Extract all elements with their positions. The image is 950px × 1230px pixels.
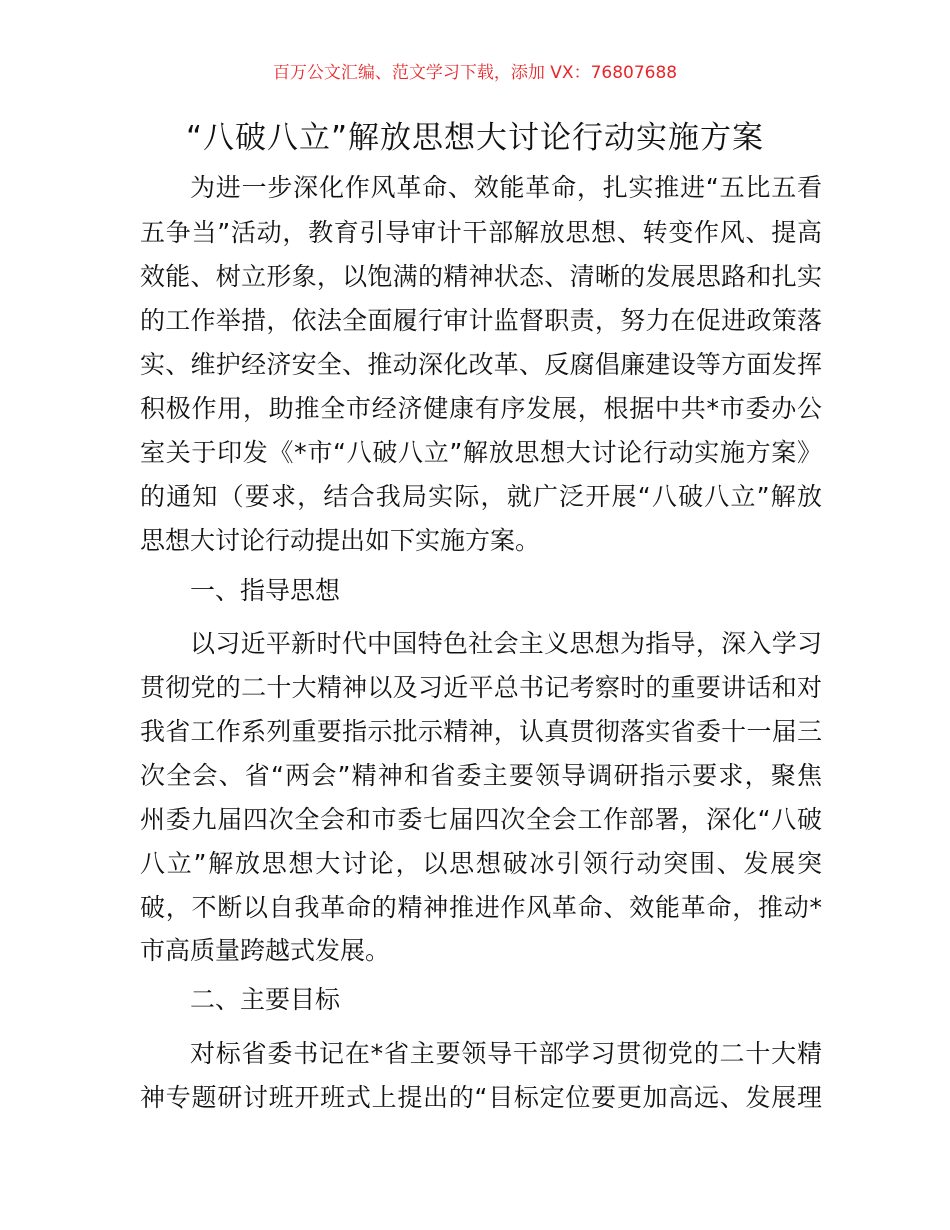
text-line: 五争当”活动，教育引导审计干部解放思想、转变作风、提高 bbox=[140, 218, 822, 247]
text-line: 八立”解放思想大讨论，以思想破冰引领行动突围、发展突 bbox=[140, 849, 822, 878]
text-line: 州委九届四次全会和市委七届四次全会工作部署，深化“八破 bbox=[140, 805, 822, 834]
text-line: 为进一步深化作风革命、效能革命，扎实推进“五比五看 bbox=[190, 173, 822, 202]
text-line: 我省工作系列重要指示批示精神，认真贯彻落实省委十一届三 bbox=[140, 717, 822, 746]
section-heading-2: 二、主要目标 bbox=[190, 985, 341, 1014]
watermark-banner: 百万公文汇编、范文学习下载，添加 VX：76807688 bbox=[272, 63, 678, 83]
text-line: 积极作用，助推全市经济健康有序发展，根据中共*市委办公 bbox=[140, 394, 822, 423]
text-line: 的通知（要求，结合我局实际，就广泛开展“八破八立”解放 bbox=[140, 482, 822, 511]
text-line: 思想大讨论行动提出如下实施方案。 bbox=[140, 526, 541, 555]
text-line: 的工作举措，依法全面履行审计监督职责，努力在促进政策落 bbox=[140, 306, 822, 335]
text-line: 以习近平新时代中国特色社会主义思想为指导，深入学习 bbox=[190, 629, 822, 658]
text-line: 实、维护经济安全、推动深化改革、反腐倡廉建设等方面发挥 bbox=[140, 350, 822, 379]
document-title: “八破八立”解放思想大讨论行动实施方案 bbox=[185, 120, 765, 156]
text-line: 对标省委书记在*省主要领导干部学习贯彻党的二十大精 bbox=[190, 1039, 822, 1068]
text-line: 效能、树立形象，以饱满的精神状态、清晰的发展思路和扎实 bbox=[140, 262, 822, 291]
text-line: 贯彻党的二十大精神以及习近平总书记考察时的重要讲话和对 bbox=[140, 673, 822, 702]
text-line: 室关于印发《*市“八破八立”解放思想大讨论行动实施方案》 bbox=[140, 438, 822, 467]
text-line: 市高质量跨越式发展。 bbox=[140, 936, 391, 965]
text-line: 神专题研讨班开班式上提出的“目标定位要更加高远、发展理 bbox=[140, 1083, 822, 1112]
text-line: 破，不断以自我革命的精神推进作风革命、效能革命，推动* bbox=[140, 893, 822, 922]
section-heading-1: 一、指导思想 bbox=[190, 576, 341, 605]
text-line: 次全会、省“两会”精神和省委主要领导调研指示要求，聚焦 bbox=[140, 761, 822, 790]
